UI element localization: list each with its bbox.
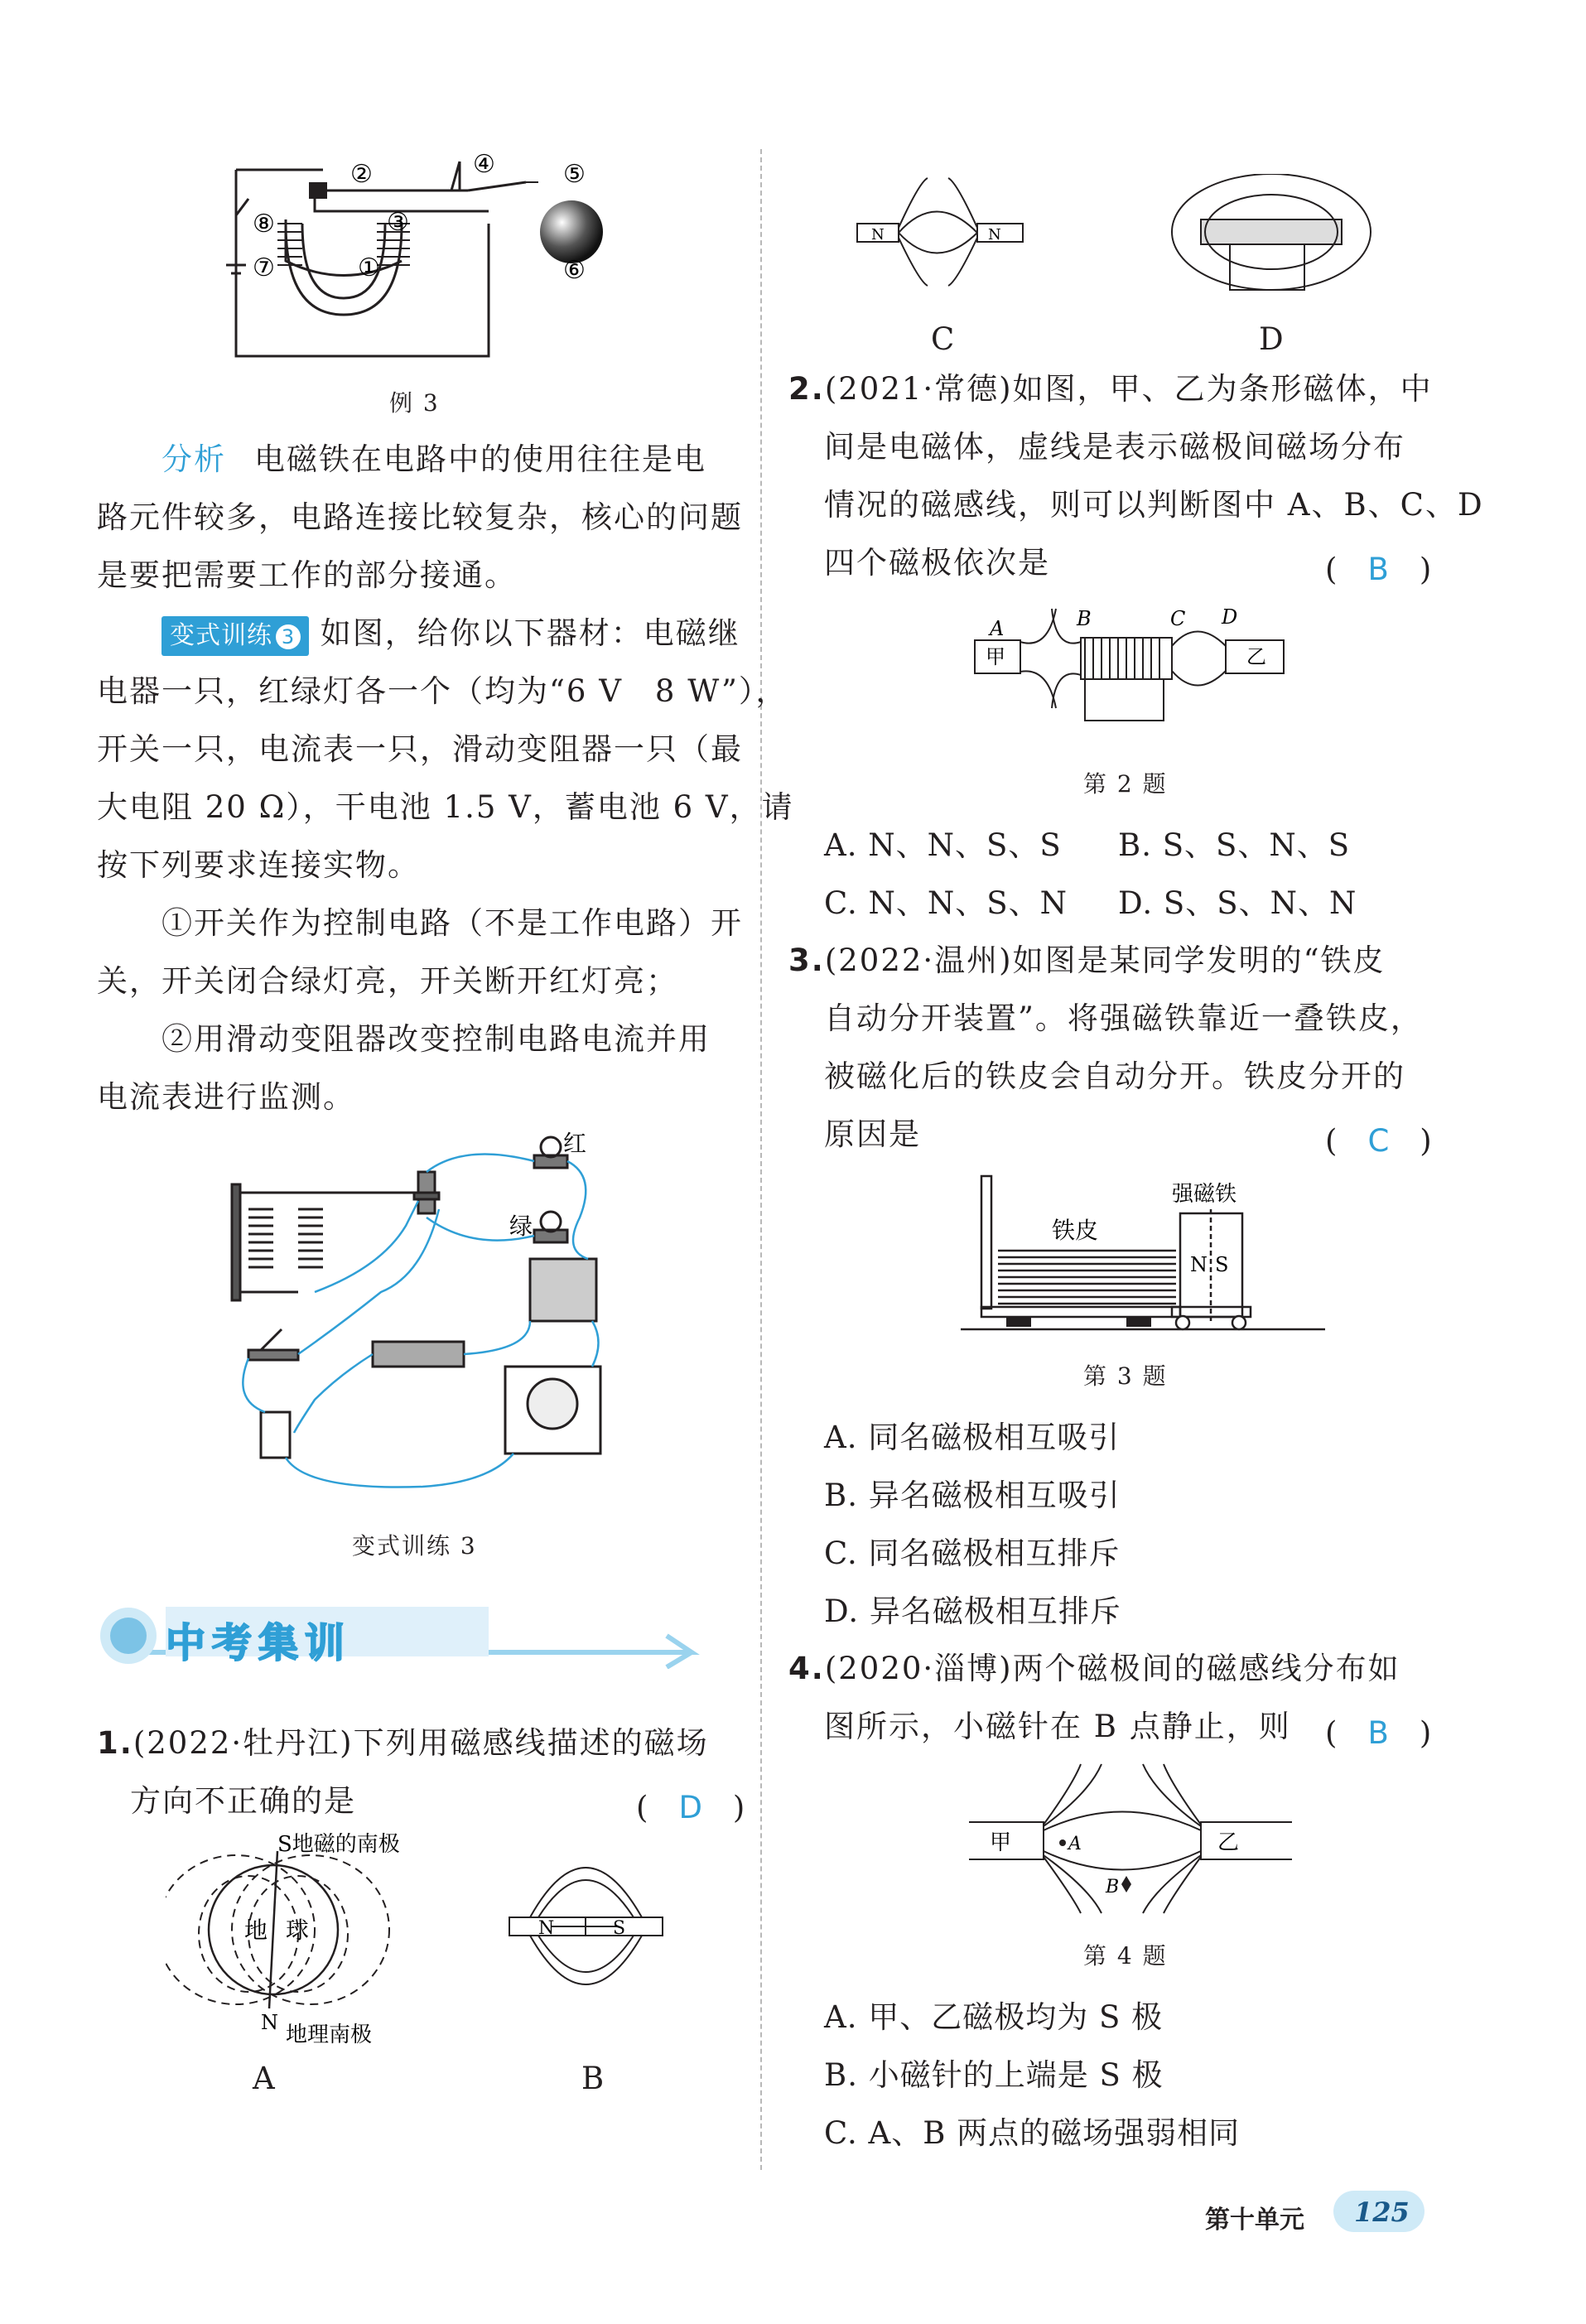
q2-caption: 第 2 题 — [1083, 770, 1168, 798]
q3-label-n: N — [1190, 1253, 1208, 1276]
q3-text-1: (2022·温州)如图是某同学发明的“铁皮 — [824, 943, 1386, 978]
q2-label-d: D — [1222, 605, 1238, 629]
q1-line-2: 方向不正确的是 — [130, 1783, 356, 1819]
q2-answer: B — [1367, 552, 1389, 587]
q3-line-4: 原因是 — [824, 1116, 921, 1152]
q3-figure — [961, 1168, 1333, 1342]
q4-figure — [965, 1760, 1296, 1917]
variant-badge: 变式训练 3 — [161, 616, 309, 656]
analysis-text-1: 电磁铁在电路中的使用往往是电 — [254, 441, 706, 477]
q2-label-c: C — [1170, 607, 1186, 630]
q4-label-a: A — [1068, 1834, 1082, 1854]
q1-caption-a: A — [253, 2061, 277, 2096]
variant-circuit-figure — [215, 1126, 629, 1499]
q2-label-b: B — [1077, 607, 1092, 630]
q1-geo-south-label: 地理南极 — [286, 2023, 373, 2047]
example3-circuit-figure — [211, 149, 625, 373]
q3-answer: C — [1367, 1123, 1390, 1159]
label-1: ① — [358, 253, 380, 282]
q3-number: 3. — [788, 943, 825, 978]
q4-option-c: C. A、B 两点的磁场强弱相同 — [824, 2115, 1241, 2151]
q1-bar-n: N — [538, 1918, 555, 1939]
label-4: ④ — [473, 150, 495, 179]
variant-line-3: 开关一只，电流表一只，滑动变阻器一只（最 — [97, 731, 743, 767]
q3-line-2: 自动分开装置”。将强磁铁靠近一叠铁皮， — [824, 1000, 1423, 1036]
q2-answer-box: ( B ) — [1325, 552, 1432, 587]
q2-label-jia: 甲 — [986, 645, 1005, 668]
label-2: ② — [350, 160, 373, 189]
analysis-line-2: 路元件较多，电路连接比较复杂，核心的问题 — [97, 499, 743, 535]
variant-line-5: 按下列要求连接实物。 — [97, 847, 420, 883]
q2-figure — [973, 600, 1288, 741]
req2-line-2: 电流表进行监测。 — [97, 1079, 355, 1115]
q1-c-n-right: N — [988, 226, 1001, 243]
q1-s-pole-label: S地磁的南极 — [277, 1832, 400, 1857]
req1-line-2: 关，开关闭合绿灯亮，开关断开红灯亮； — [97, 963, 678, 999]
footer-unit: 第十单元 — [1205, 2206, 1304, 2235]
label-5: ⑤ — [563, 160, 586, 189]
label-3: ③ — [387, 208, 409, 237]
variant-caption: 变式训练 3 — [352, 1532, 477, 1560]
q3-label-tiepi: 铁皮 — [1052, 1217, 1099, 1244]
q3-line-1 — [788, 932, 1386, 990]
q1-earth-left: 地 — [244, 1917, 268, 1944]
q4-text-1: (2020·淄博)两个磁极间的磁感线分布如 — [824, 1651, 1400, 1686]
q3-option-a: A. 同名磁极相互吸引 — [824, 1420, 1121, 1455]
q2-line-1 — [788, 360, 1433, 418]
q4-number: 4. — [788, 1651, 825, 1686]
q4-option-a: A. 甲、乙磁极均为 S 极 — [824, 1999, 1164, 2035]
q1-earth-right: 球 — [286, 1917, 310, 1944]
q4-answer: B — [1367, 1715, 1389, 1751]
q1-caption-d: D — [1259, 321, 1285, 357]
q4-label-yi: 乙 — [1217, 1830, 1240, 1855]
q3-label-magnet: 强磁铁 — [1172, 1182, 1237, 1207]
q2-option-c: C. N、N、S、N — [824, 885, 1068, 921]
q2-line-4: 四个磁极依次是 — [824, 545, 1050, 581]
example3-caption: 例 3 — [389, 389, 440, 417]
variant-text-1: 如图，给你以下器材：电磁继 — [320, 615, 740, 651]
q1-figure-ab — [166, 1826, 679, 2075]
section-title: 中考集训 — [166, 1620, 352, 1666]
q2-option-b: B. S、S、N、S — [1118, 827, 1351, 863]
label-6: ⑥ — [563, 256, 586, 285]
q2-option-a: A. N、N、S、S — [824, 827, 1062, 863]
analysis-line-1 — [161, 431, 706, 489]
q1-answer: D — [678, 1790, 702, 1825]
q4-line-1 — [788, 1640, 1400, 1698]
q4-label-b: B — [1106, 1877, 1120, 1897]
req1-line-1: ①开关作为控制电路（不是工作电路）开 — [161, 905, 743, 941]
q2-label-a: A — [990, 617, 1005, 640]
q3-line-3: 被磁化后的铁皮会自动分开。铁皮分开的 — [824, 1058, 1405, 1094]
q1-text-1: (2022·牡丹江)下列用磁感线描述的磁场 — [133, 1725, 709, 1761]
q1-number: 1. — [97, 1725, 133, 1761]
q4-caption: 第 4 题 — [1083, 1942, 1168, 1970]
q2-line-2: 间是电磁体，虚线是表示磁极间磁场分布 — [824, 429, 1405, 465]
q3-label-s: S — [1215, 1253, 1229, 1276]
analysis-line-3: 是要把需要工作的部分接通。 — [97, 557, 517, 593]
q2-text-1: (2021·常德)如图，甲、乙为条形磁体，中 — [824, 371, 1433, 407]
q3-option-b: B. 异名磁极相互吸引 — [824, 1478, 1121, 1513]
q3-option-d: D. 异名磁极相互排斥 — [824, 1594, 1121, 1629]
column-divider — [760, 149, 762, 2170]
q4-answer-box: ( B ) — [1325, 1715, 1432, 1751]
q4-line-2: 图所示，小磁针在 B 点静止，则 — [824, 1709, 1291, 1744]
red-lamp-label: 红 — [563, 1130, 587, 1157]
req2-line-1: ②用滑动变阻器改变控制电路电流并用 — [161, 1021, 711, 1057]
q3-caption: 第 3 题 — [1083, 1362, 1168, 1390]
q1-figure-cd — [853, 174, 1383, 331]
variant-line-4: 大电阻 20 Ω），干电池 1.5 V，蓄电池 6 V，请 — [97, 789, 794, 825]
variant-line-1 — [161, 605, 740, 663]
q2-line-3: 情况的磁感线，则可以判断图中 A、B、C、D — [824, 487, 1484, 523]
q1-caption-c: C — [931, 321, 957, 357]
green-lamp-label: 绿 — [509, 1213, 533, 1240]
q2-number: 2. — [788, 371, 825, 407]
q2-label-yi: 乙 — [1246, 645, 1266, 668]
q1-answer-box: ( D ) — [636, 1790, 745, 1825]
variant-line-2: 电器一只，红绿灯各一个（均为“6 V 8 W”）， — [97, 673, 788, 709]
q1-bar-s: S — [613, 1918, 626, 1939]
q1-line-1 — [97, 1714, 709, 1772]
q4-label-jia: 甲 — [990, 1830, 1012, 1855]
analysis-label: 分析 — [161, 441, 226, 477]
label-7: ⑦ — [253, 253, 275, 282]
q1-caption-b: B — [581, 2061, 606, 2096]
page-number: 125 — [1354, 2196, 1410, 2228]
label-8: ⑧ — [253, 210, 275, 239]
q1-n-label: N — [261, 2011, 278, 2034]
q4-option-b: B. 小磁针的上端是 S 极 — [824, 2057, 1164, 2093]
q3-option-c: C. 同名磁极相互排斥 — [824, 1536, 1121, 1571]
q3-answer-box: ( C ) — [1325, 1123, 1432, 1159]
q2-option-d: D. S、S、N、N — [1118, 885, 1357, 921]
q1-c-n-left: N — [871, 226, 885, 243]
